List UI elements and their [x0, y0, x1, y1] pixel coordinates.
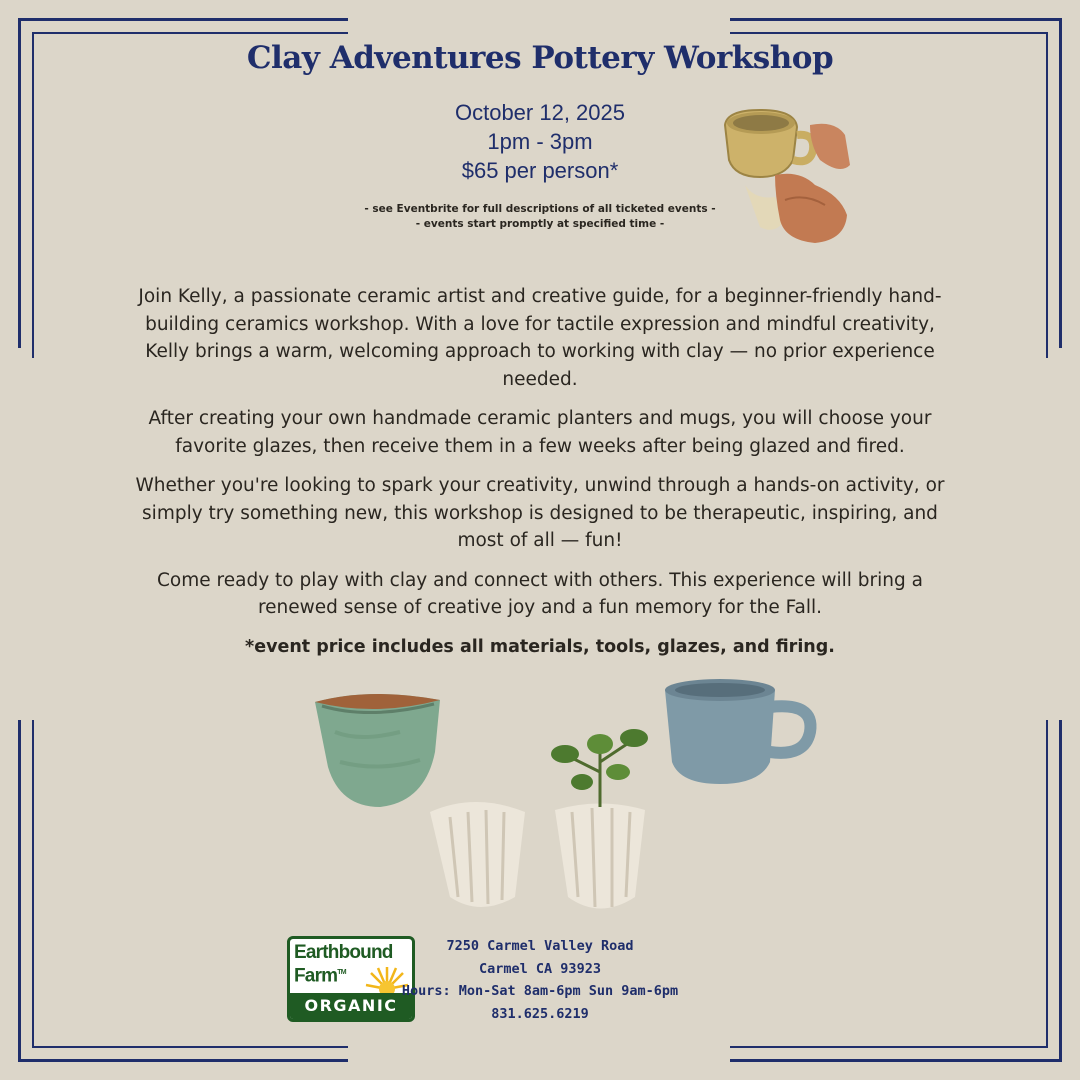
- pottery-showcase-photo: [300, 672, 820, 922]
- event-info: [340, 98, 740, 185]
- venue-hours: Hours: Mon-Sat 8am-6pm Sun 9am-6pm: [401, 983, 679, 999]
- white-planter-left-illustration: [430, 802, 525, 907]
- logo-brand-line1: Earthbound: [294, 942, 393, 963]
- logo-brand-line2: Farm™: [294, 965, 346, 987]
- venue-address: [401, 935, 679, 1025]
- green-bowl-illustration: [315, 694, 440, 807]
- description-paragraph-creativity: Whether you're looking to spark your creativity, unwind through a hands-on activity, or simply try something new, this workshop is designed to be therapeutic, inspiring, and most of all — fun!: [135, 475, 945, 551]
- event-price: $65 per person*: [461, 158, 619, 183]
- price-includes-note: *event price includes all materials, tools, glazes, and firing.: [245, 636, 835, 657]
- eventbrite-note: - see Eventbrite for full descriptions of all ticketed events -: [364, 203, 716, 215]
- logo-organic-label: ORGANIC: [290, 993, 412, 1019]
- workshop-title: Clay Adventures Pottery Workshop: [246, 40, 834, 76]
- workshop-description: [130, 283, 950, 673]
- blue-mug-illustration: [665, 679, 811, 784]
- description-paragraph-glazes: After creating your own handmade ceramic planters and mugs, you will choose your favorite glazes, then receive them in a few weeks after being glazed and fired.: [148, 408, 932, 457]
- earthbound-farm-logo: [287, 936, 415, 1022]
- venue-phone: 831.625.6219: [491, 1005, 589, 1022]
- hands-clay-cup-photo: [715, 105, 855, 245]
- event-date: October 12, 2025: [454, 100, 625, 125]
- address-city: Carmel CA 93923: [479, 960, 601, 977]
- white-planter-plant-illustration: [551, 729, 648, 909]
- event-notes: [320, 202, 760, 232]
- event-time: 1pm - 3pm: [487, 129, 593, 154]
- address-street: 7250 Carmel Valley Road: [446, 938, 634, 954]
- description-paragraph-intro: Join Kelly, a passionate ceramic artist and creative guide, for a beginner-friendly hand-building ceramics workshop. With a love for tactile expression and mindful creativity, Kelly brings a warm, welcoming approach to working with clay — no prior experience needed.: [138, 286, 942, 390]
- description-paragraph-invite: Come ready to play with clay and connect with others. This experience will bring a renewed sense of creative joy and a fun memory for the Fall.: [157, 569, 923, 618]
- start-time-note: - events start promptly at specified time -: [415, 218, 665, 230]
